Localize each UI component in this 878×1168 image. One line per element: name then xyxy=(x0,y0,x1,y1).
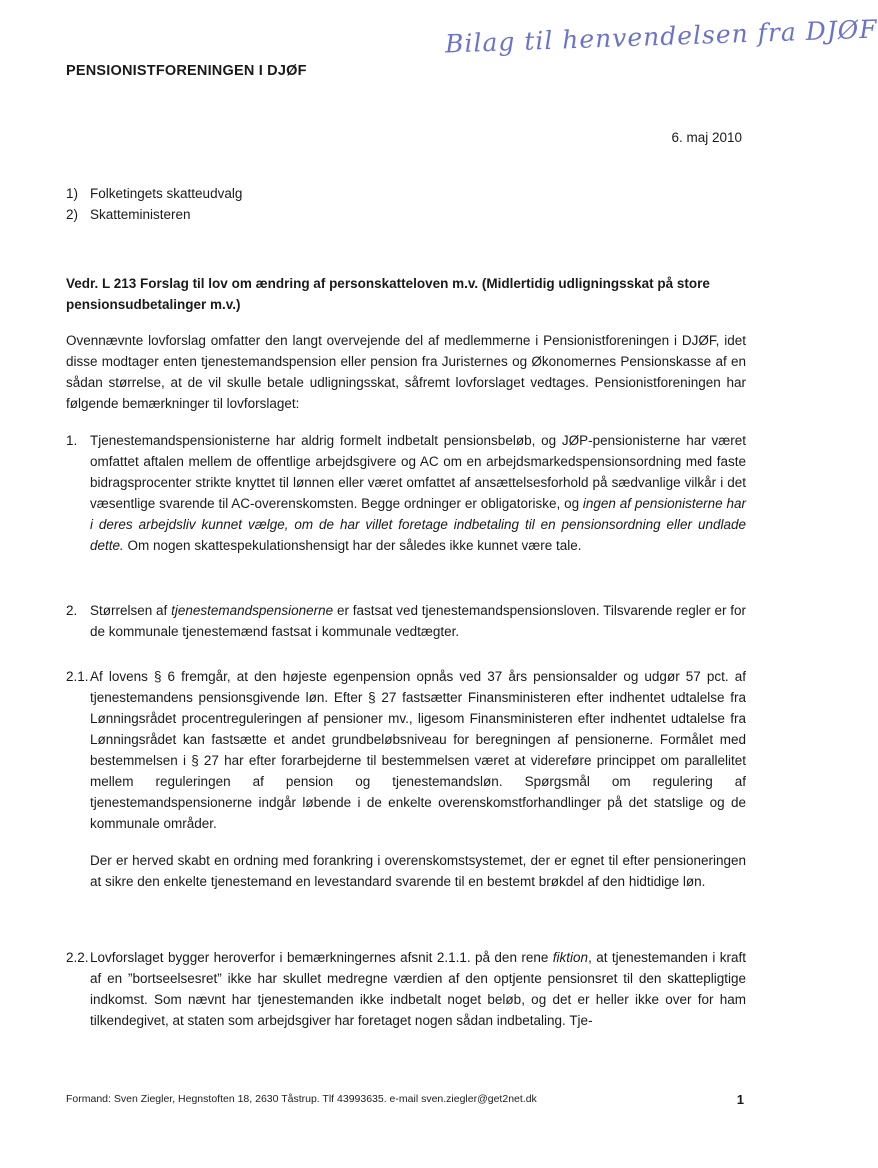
recipient-name: Skatteministeren xyxy=(90,207,191,222)
recipient-item xyxy=(66,207,191,222)
point-2-2 xyxy=(66,947,746,1031)
point-text: Lovforslaget bygger heroverfor i bemærkningernes afsnit 2.1.1. på den rene fiktion, at tjenestemanden i kraft af en ”bortseelsesret” ikke har skullet medregne værdien af den optjente pensionsret til den skattepligtige indkomst. Som nævnt har tjenestemanden ikke indbetalt noget beløb, og det er heller ikke over for ham tilkendegivet, at staten som arbejdsgiver har foretaget nogen sådan indbetaling. Tje- xyxy=(90,950,747,1028)
point-number: 2. xyxy=(66,603,78,618)
point-2-1-continuation: Der er herved skabt en ordning med forankring i overenskomstsystemet, der er egnet til efter pensioneringen at sikre den enkelte tjenestemand en levestandard svarende til en bestemt brøkdel af den hidtidige løn. xyxy=(90,853,746,889)
recipient-item xyxy=(66,186,242,201)
point-2 xyxy=(66,600,746,642)
recipient-name: Folketingets skatteudvalg xyxy=(90,186,243,201)
handwritten-note: Bilag til henvendelsen fra DJØF xyxy=(444,14,878,59)
letter-date: 6. maj 2010 xyxy=(671,130,742,145)
point-2-1 xyxy=(66,666,746,834)
point-1 xyxy=(66,430,746,556)
page-number: 1 xyxy=(736,1092,744,1107)
organization-heading: PENSIONISTFORENINGEN I DJØF xyxy=(66,63,307,79)
recipient-number: 2) xyxy=(66,207,79,222)
point-text: Tjenestemandspensionisterne har aldrig formelt indbetalt pensionsbeløb, og JØP-pensionisterne har været omfattet aftalen mellem de offentlige arbejdsgivere og AC om en arbejdsmarkedspensionsordning med faste bidragsprocenter strikte knyttet til lønnen eller været omfattet af ansættelsesforhold på sædvanlige vilkår i det væsentlige svarende til AC-overenskomsten. Begge ordninger er obligatoriske, og ingen af pensionisterne har i deres arbejdsliv kunnet vælge, om de har villet foretage indbetaling til en pensionsordning eller undlade dette. Om nogen skattespekulationshensigt har der således ikke kunnet være tale. xyxy=(90,433,746,553)
point-number: 1. xyxy=(66,433,78,448)
point-text: Af lovens § 6 fremgår, at den højeste egenpension opnås ved 37 års pensionsalder og udgør 57 pct. af tjenestemandens pensionsgivende løn. Efter § 27 fastsætter Finansministeren efter indhentet udtalelse fra Lønningsrådet procentreguleringen af pensioner mv., ligesom Finansministeren efter indhentet udtalelse fra Lønningsrådet kan fastsætte et andet grundbeløbsniveau for beregningen af pensionerne. Formålet med bestemmelsen i § 27 har efter forarbejderne til bestemmelsen været at videreføre princippet om parallelitet mellem reguleringen af pension og tjenestemandsløn. Spørgsmål om regulering af tjenestemandspensionerne indgår løbende i de enkelte overenskomstforhandlinger på det statslige og de kommunale områder. xyxy=(90,669,746,831)
point-number: 2.1. xyxy=(66,669,89,684)
subject-line: Vedr. L 213 Forslag til lov om ændring af personskatteloven m.v. (Midlertidig udligningsskat på store pensionsudbetalinger m.v.) xyxy=(66,276,710,312)
recipient-number: 1) xyxy=(66,186,79,201)
intro-paragraph: Ovennævnte lovforslag omfatter den langt overvejende del af medlemmerne i Pensionistforeningen i DJØF, idet disse modtager enten tjenestemandspension eller pension fra Juristernes og Økonomernes Pensionskasse af en sådan størrelse, at de vil skulle betale udligningsskat, såfremt lovforslaget vedtages. Pensionistforeningen har følgende bemærkninger til lovforslaget: xyxy=(66,333,746,411)
point-number: 2.2. xyxy=(66,950,89,965)
point-text: Størrelsen af tjenestemandspensionerne er fastsat ved tjenestemandspensionsloven. Tilsvarende regler er for de kommunale tjenestemænd fastsat i kommunale vedtægter. xyxy=(90,603,746,639)
footer-contact: Formand: Sven Ziegler, Hegnstoften 18, 2630 Tåstrup. Tlf 43993635. e-mail sven.ziegler@get2net.dk xyxy=(66,1093,537,1105)
